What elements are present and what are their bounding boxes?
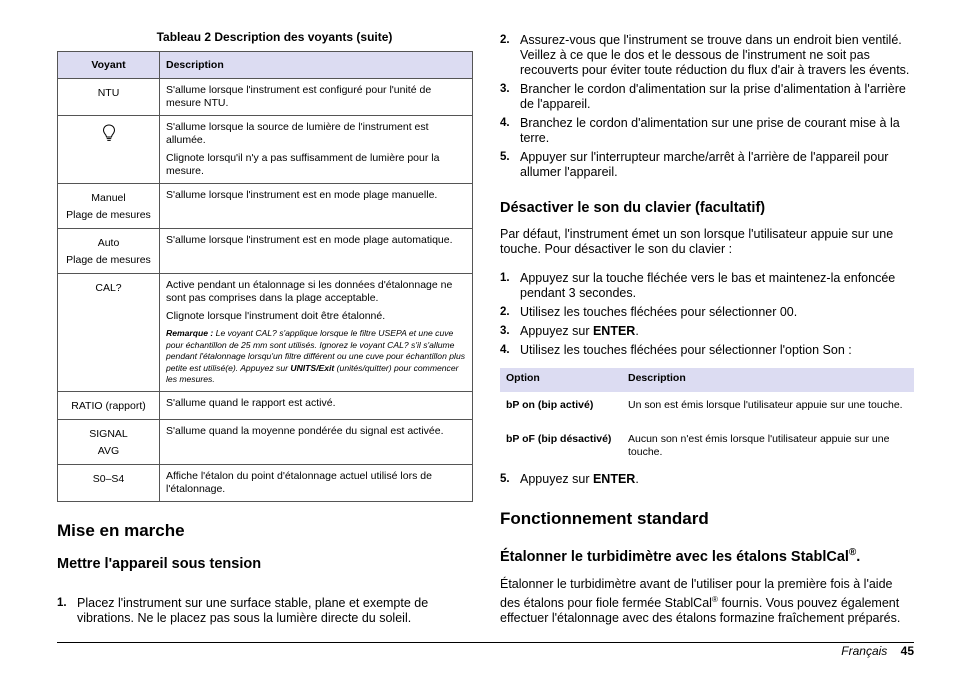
subsection-title-power: Mettre l'appareil sous tension: [57, 555, 262, 572]
column-header-option: Option: [500, 368, 622, 392]
indicator-name: RATIO (rapport): [58, 391, 160, 419]
indicator-description: S'allume lorsque la source de lumière de l'instrument est allumée. Clignote lorsqu'il n'y a pas suffisamment de lumière pour la mesure.: [160, 116, 473, 184]
table-row: [58, 184, 473, 229]
indicator-description: Affiche l'étalon du point d'étalonnage actuel utilisé lors de l'étalonnage.: [160, 464, 473, 501]
indicator-name: Manuel Plage de mesures: [58, 184, 160, 229]
list-item: 5. Appuyer sur l'interrupteur marche/arrêt à l'arrière de l'appareil pour allumer l'appareil.: [500, 150, 889, 179]
table-row: [58, 229, 473, 274]
list-item: 2. Assurez-vous que l'instrument se trouve dans un endroit bien ventilé. Veillez à ce que le dos et le dessous de l'instrument ne soit pas recouverts pour éviter toute réduction du flux d'air à travers les évents.: [500, 33, 910, 77]
column-header-description: Description: [160, 52, 473, 79]
table-row: [58, 419, 473, 464]
note: Remarque : Le voyant CAL? s'applique lorsque le filtre USEPA et une cuve pour échantillon de 25 mm sont utilisés. Ignorez le voyant CAL? s'il s'allume pendant l'étalonnage lorsqu'un filtre différent ou une cuve pour échantillon plus petite est utilisé(e). Appuyez sur UNITS/Exit (unités/quitter) pour commencer les mesures.: [166, 328, 466, 384]
list-item: 5. Appuyez sur ENTER.: [500, 472, 639, 486]
table-header-row: [58, 52, 473, 79]
option-description: Aucun son n'est émis lorsque l'utilisateur appuie sur une touche.: [628, 433, 890, 458]
subsection-title-keyboard-sound: Désactiver le son du clavier (facultatif): [500, 200, 766, 216]
section-title-mise-en-marche: Mise en marche: [57, 520, 185, 540]
page-footer: [841, 644, 914, 658]
table-row: [58, 274, 473, 392]
table-row: [58, 116, 473, 184]
option-description: Un son est émis lorsque l'utilisateur appuie sur une touche.: [628, 399, 903, 411]
page-number: 45: [900, 644, 914, 658]
table-row: [58, 464, 473, 501]
keyboard-sound-steps-list: [500, 271, 914, 358]
keyboard-sound-intro: Par défaut, l'instrument émet un son lorsque l'utilisateur appuie sur une touche. Pour désactiver le son du clavier :: [500, 227, 894, 256]
subsection-title-calibration: Étalonner le turbidimètre avec les étalons StablCal®.: [500, 547, 861, 565]
table-row: [58, 79, 473, 116]
indicator-table: [57, 51, 473, 502]
footer-rule: [57, 642, 914, 643]
indicator-description: S'allume quand le rapport est activé.: [160, 391, 473, 419]
list-item: 3. Brancher le cordon d'alimentation sur la prise d'alimentation à l'arrière de l'appareil.: [500, 82, 906, 111]
indicator-name: [58, 116, 160, 184]
keyboard-sound-final-step: [500, 472, 914, 487]
power-steps-list: [57, 596, 472, 626]
sound-options-table: [500, 368, 914, 462]
left-column: [57, 28, 472, 626]
table-row: [500, 392, 914, 426]
column-header-voyant: Voyant: [58, 52, 160, 79]
indicator-name: CAL?: [58, 274, 160, 392]
option-name: bP oF (bip désactivé): [506, 433, 612, 445]
list-item: 1. Appuyez sur la touche fléchée vers le bas et maintenez-la enfoncée pendant 3 secondes.: [500, 271, 896, 300]
table-header-row: [500, 368, 914, 392]
table-row: [500, 426, 914, 462]
section-title-fonctionnement: Fonctionnement standard: [500, 509, 709, 528]
list-item: 2. Utilisez les touches fléchées pour sélectionner 00.: [500, 305, 798, 319]
indicator-description: Active pendant un étalonnage si les données d'étalonnage ne sont pas comprises dans la plage acceptable. Clignote lorsque l'instrument doit être étalonné. Remarque : Le voyant CAL? s'applique lorsque le filtre USEPA et une cuve pour échantillon de 25 mm sont utilisés. Ignorez le voyant CAL? s'il s'allume pendant l'étalonnage lorsqu'un filtre différent ou une cuve pour échantillon plus petite est utilisé(e). Appuyez sur UNITS/Exit (unités/quitter) pour commencer les mesures.: [160, 274, 473, 392]
list-item: 3. Appuyez sur ENTER.: [500, 324, 639, 338]
list-item: 1. Placez l'instrument sur une surface stable, plane et exempte de vibrations. Ne le placez pas sous la lumière directe du soleil.: [57, 595, 429, 625]
lightbulb-icon: [102, 124, 116, 142]
power-steps-list-continued: [500, 33, 914, 180]
indicator-description: S'allume lorsque l'instrument est en mode plage automatique.: [160, 229, 473, 274]
indicator-description: S'allume lorsque l'instrument est configuré pour l'unité de mesure NTU.: [160, 79, 473, 116]
right-column: [500, 33, 914, 626]
list-item: 4. Branchez le cordon d'alimentation sur une prise de courant mise à la terre.: [500, 116, 900, 145]
column-header-description: Description: [622, 368, 914, 392]
indicator-name: Auto Plage de mesures: [58, 229, 160, 274]
calibration-paragraph: Étalonner le turbidimètre avant de l'utiliser pour la première fois à l'aide des étalons pour fiole fermée StablCal® fournis. Vous pouvez également effectuer l'étalonnage avec des étalons formazine fraîchement préparés.: [500, 576, 901, 625]
indicator-name: NTU: [58, 79, 160, 116]
table-row: [58, 391, 473, 419]
enter-key-label: ENTER: [592, 324, 636, 338]
indicator-name: S0–S4: [58, 464, 160, 501]
table-caption: Tableau 2 Description des voyants (suite): [156, 30, 393, 44]
enter-key-label: ENTER: [592, 472, 636, 486]
footer-language: Français: [841, 644, 888, 658]
option-name: bP on (bip activé): [506, 399, 594, 411]
indicator-name: SIGNAL AVG: [58, 419, 160, 464]
indicator-description: S'allume quand la moyenne pondérée du signal est activée.: [160, 419, 473, 464]
list-item: 4. Utilisez les touches fléchées pour sélectionner l'option Son :: [500, 343, 852, 357]
indicator-description: S'allume lorsque l'instrument est en mode plage manuelle.: [160, 184, 473, 229]
